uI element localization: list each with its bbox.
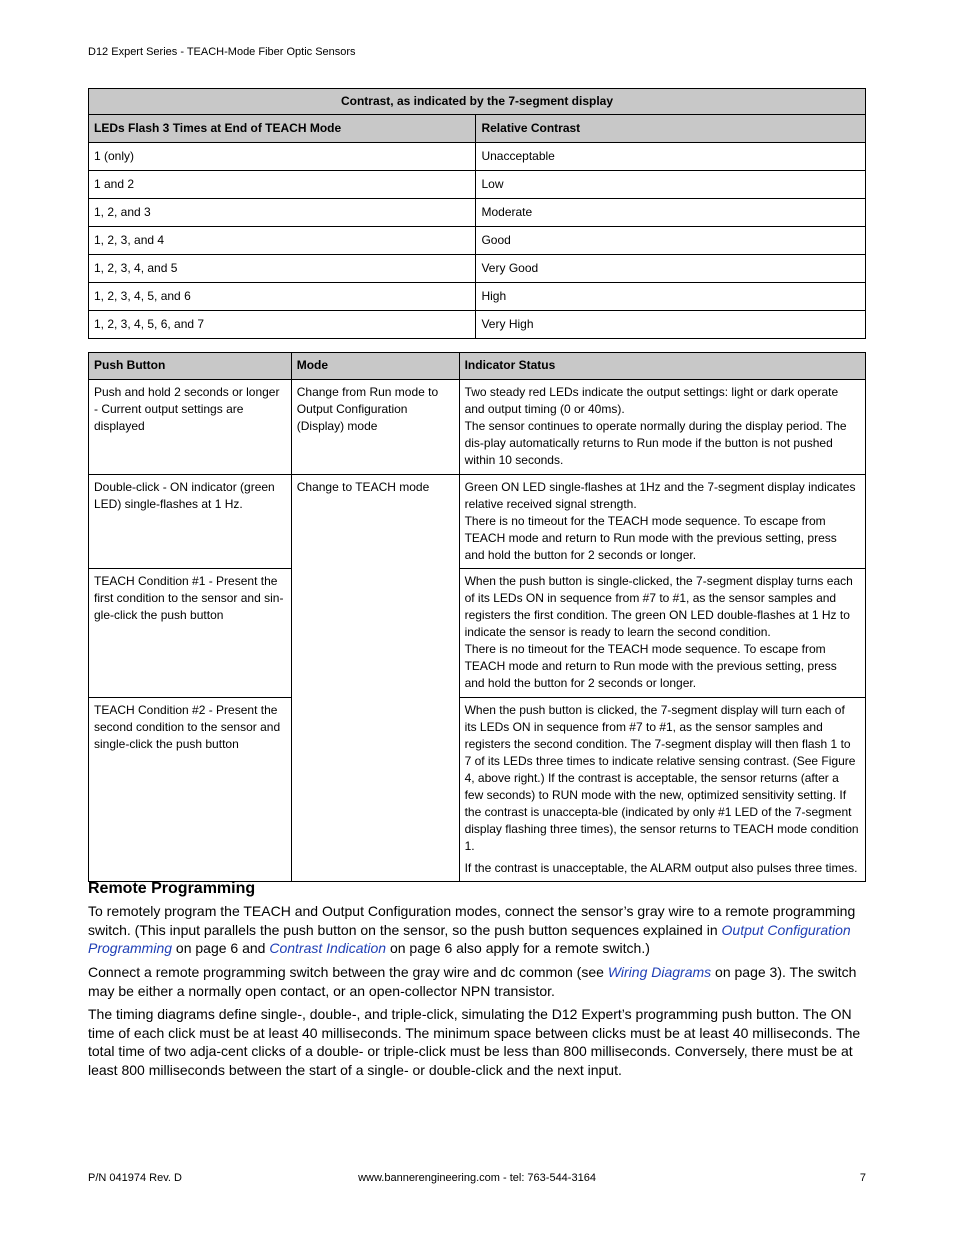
col-mode: Mode bbox=[291, 353, 459, 380]
table-row bbox=[89, 255, 866, 283]
body-paragraph bbox=[88, 902, 868, 958]
contrast-cell: High bbox=[476, 283, 866, 311]
table-row bbox=[89, 380, 866, 475]
leds-cell: 1, 2, 3, and 4 bbox=[89, 227, 476, 255]
contrast-col-relative: Relative Contrast bbox=[476, 115, 866, 143]
table-row bbox=[89, 698, 866, 882]
leds-cell: 1 and 2 bbox=[89, 171, 476, 199]
status-paragraph: When the push button is clicked, the 7-segment display will turn each of its LEDs ON in sequence from #7 to #1, as the sensor samples and registers the second condition. The 7-segment display will then flash 1 to 7 of its LEDs three times to indicate relative sensing contrast. (See Figure 4, above right.) If the contrast is acceptable, the sensor returns (after a few seconds) to RUN mode with the new, optimized sensitivity setting. If the contrast is unaccepta-ble (indicated by only #1 LED of the 7-segment display flashing three times), the sensor returns to TEACH mode condition 1. bbox=[464, 703, 859, 853]
col-push-button: Push Button bbox=[89, 353, 292, 380]
status-cell bbox=[459, 380, 865, 475]
leds-cell: 1, 2, 3, 4, 5, 6, and 7 bbox=[89, 311, 476, 339]
status-paragraph: The sensor continues to operate normally during the display period. The dis-play automatically returns to Run mode if the button is not pushed within 10 seconds. bbox=[464, 419, 847, 467]
document-header: D12 Expert Series - TEACH-Mode Fiber Optic Sensors bbox=[88, 46, 356, 58]
table-row bbox=[89, 227, 866, 255]
leds-cell: 1, 2, 3, 4, 5, and 6 bbox=[89, 283, 476, 311]
table-row bbox=[89, 475, 866, 569]
push-button-cell: TEACH Condition #2 - Present the second condition to the sensor and single-click the push button bbox=[89, 698, 292, 882]
output-configuration-link[interactable]: Output Configuration Programming bbox=[88, 921, 851, 956]
status-cell bbox=[459, 475, 865, 569]
wiring-diagrams-link[interactable]: Wiring Diagrams bbox=[607, 964, 712, 980]
contrast-cell: Low bbox=[476, 171, 866, 199]
table-row bbox=[89, 199, 866, 227]
status-paragraph: Green ON LED single-flashes at 1Hz and the 7-segment display indicates relative received signal strength. bbox=[464, 480, 856, 511]
leds-cell: 1, 2, and 3 bbox=[89, 199, 476, 227]
contrast-cell: Very Good bbox=[476, 255, 866, 283]
status-paragraph: When the push button is single-clicked, the 7-segment display turns each of its LEDs ON in sequence from #7 to #1, as the sensor samples and registers the first condition. The green ON LED double-flashes at 1 Hz to indicate the sensor is ready to learn the second condition. bbox=[464, 574, 853, 639]
contrast-table-title: Contrast, as indicated by the 7-segment display bbox=[89, 89, 866, 115]
text-run: To remotely program the TEACH and Output Configuration modes, connect the sensor’s gray wire to a remote programming switch. (This input parallels the push button on the sensor, so the push button sequences explained in bbox=[88, 903, 856, 938]
body-paragraph: The timing diagrams define single-, double-, and triple-click, simulating the D12 Expert’s programming push button. The ON time of each click must be at least 40 milliseconds. The minimum space between clicks must be at least 40 milliseconds. The total time of two adja-cent clicks of a double- or triple-click must be less than 800 milliseconds. Conversely, there must be at least 800 milliseconds between the start of a single- or double-click and the next input. bbox=[88, 1006, 861, 1078]
leds-cell: 1, 2, 3, 4, and 5 bbox=[89, 255, 476, 283]
part-number: P/N 041974 Rev. D bbox=[88, 1172, 182, 1184]
status-paragraph: If the contrast is unacceptable, the ALARM output also pulses three times. bbox=[464, 861, 858, 875]
text-run: on page 6 also apply for a remote switch.) bbox=[386, 940, 650, 956]
status-paragraph: There is no timeout for the TEACH mode sequence. To escape from TEACH mode and return to Run mode with the previous setting, press and hold the button for 2 seconds or longer. bbox=[464, 514, 837, 562]
contrast-table bbox=[88, 88, 866, 339]
push-button-cell: Double-click - ON indicator (green LED) single-flashes at 1 Hz. bbox=[89, 475, 292, 569]
contrast-cell: Very High bbox=[476, 311, 866, 339]
contact-info: www.bannerengineering.com - tel: 763-544-3164 bbox=[358, 1172, 596, 1184]
table-row bbox=[89, 569, 866, 698]
push-button-cell: TEACH Condition #1 - Present the first condition to the sensor and sin-gle-click the push button bbox=[89, 569, 292, 698]
contrast-cell: Good bbox=[476, 227, 866, 255]
contrast-indication-link[interactable]: Contrast Indication bbox=[269, 940, 387, 956]
table-row bbox=[89, 311, 866, 339]
push-button-cell: Push and hold 2 seconds or longer - Current output settings are displayed bbox=[89, 380, 292, 475]
mode-cell: Change from Run mode to Output Configuration (Display) mode bbox=[291, 380, 459, 475]
text-run: on page 6 and bbox=[172, 940, 270, 956]
status-paragraph: Two steady red LEDs indicate the output settings: light or dark operate and output timing (0 or 40ms). bbox=[464, 385, 839, 416]
page-number: 7 bbox=[859, 1172, 866, 1184]
leds-cell: 1 (only) bbox=[89, 143, 476, 171]
contrast-cell: Moderate bbox=[476, 199, 866, 227]
col-indicator-status: Indicator Status bbox=[459, 353, 865, 380]
status-paragraph: There is no timeout for the TEACH mode sequence. To escape from TEACH mode and return to Run mode with the previous setting, press and hold the button for 2 seconds or longer. bbox=[464, 642, 837, 690]
mode-cell: Change to TEACH mode bbox=[291, 475, 459, 882]
push-button-table bbox=[88, 352, 866, 882]
table-row bbox=[89, 143, 866, 171]
contrast-col-leds: LEDs Flash 3 Times at End of TEACH Mode bbox=[89, 115, 476, 143]
text-run: on page 3). The switch may be either a normally open contact, or an open-collector NPN transistor. bbox=[88, 964, 857, 999]
table-row bbox=[89, 283, 866, 311]
body-paragraph bbox=[88, 963, 868, 1000]
status-cell bbox=[459, 569, 865, 698]
status-cell bbox=[459, 698, 865, 882]
text-run: Connect a remote programming switch between the gray wire and dc common (see bbox=[88, 964, 608, 980]
table-row bbox=[89, 171, 866, 199]
section-title: Remote Programming bbox=[88, 880, 256, 897]
contrast-cell: Unacceptable bbox=[476, 143, 866, 171]
